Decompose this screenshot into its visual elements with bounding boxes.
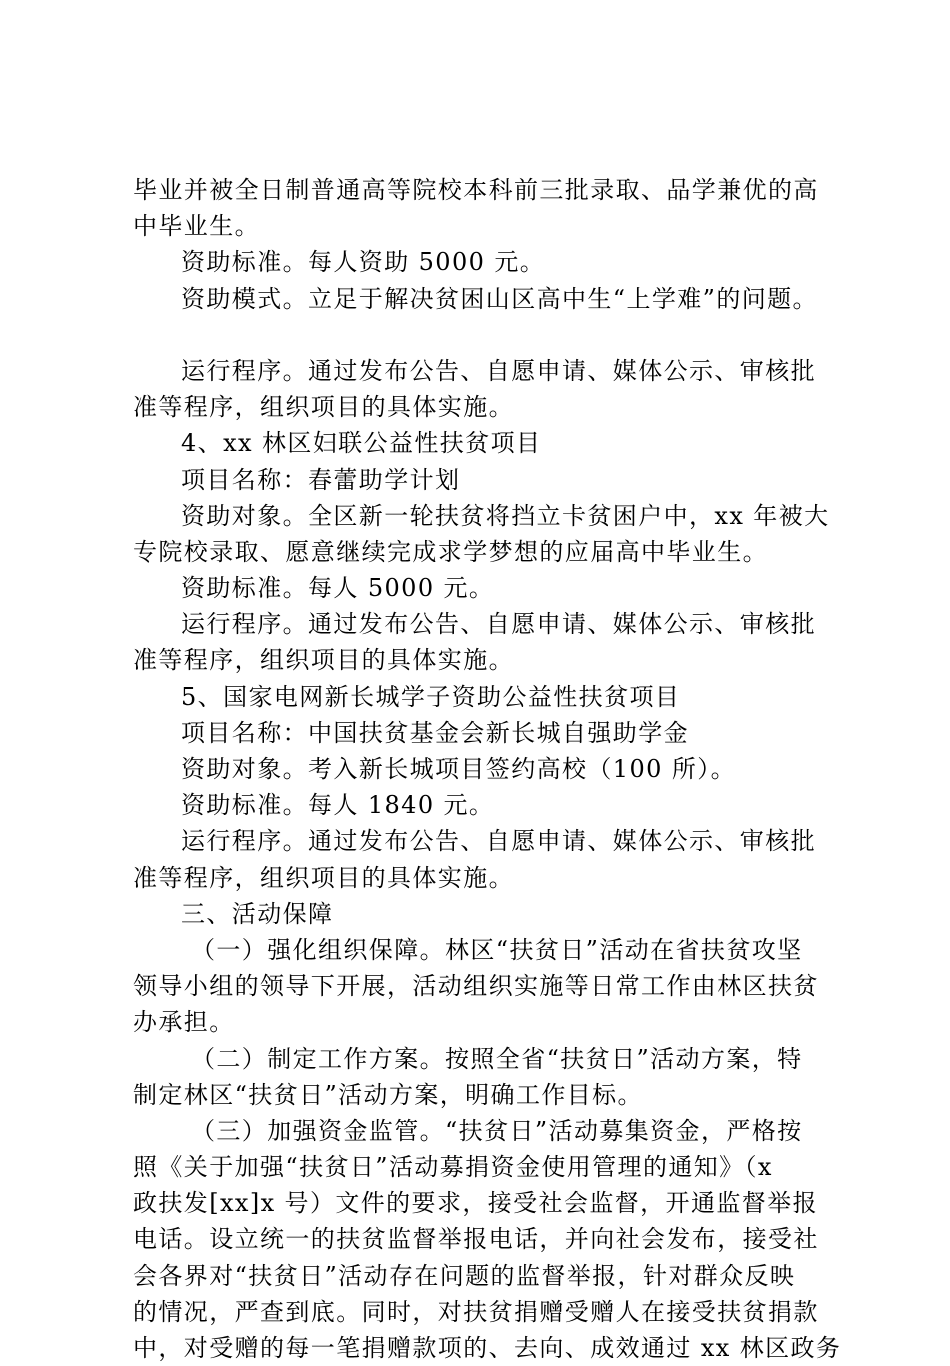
- paragraph-line: 电话。设立统一的扶贫监督举报电话，并向社会发布，接受社: [133, 1225, 819, 1254]
- paragraph-line: （三）加强资金监管。“扶贫日”活动募集资金，严格按: [191, 1116, 803, 1145]
- paragraph-line: 资助标准。每人资助 5000 元。: [181, 248, 546, 277]
- paragraph-line: 的情况，严查到底。同时，对扶贫捐赠受赠人在接受扶贫捐款: [133, 1297, 819, 1326]
- section-heading: 4、xx 林区妇联公益性扶贫项目: [181, 429, 542, 458]
- document-body: [133, 172, 842, 1366]
- paragraph-line: 制定林区“扶贫日”活动方案，明确工作目标。: [133, 1080, 643, 1109]
- section-heading: 5、国家电网新长城学子资助公益性扶贫项目: [181, 682, 681, 711]
- paragraph-line: 准等程序，组织项目的具体实施。: [133, 863, 514, 892]
- paragraph-line: 会各界对“扶贫日”活动存在问题的监督举报，针对群众反映: [133, 1261, 796, 1290]
- paragraph-line: 准等程序，组织项目的具体实施。: [133, 393, 514, 422]
- paragraph-line: 政扶发[xx]x 号）文件的要求，接受社会监督，开通监督举报: [133, 1189, 818, 1218]
- blank-line: [133, 317, 833, 353]
- paragraph-line: 准等程序，组织项目的具体实施。: [133, 646, 514, 675]
- paragraph-line: 专院校录取、愿意继续完成求学梦想的应届高中毕业生。: [133, 537, 768, 566]
- paragraph-line: 项目名称：春蕾助学计划: [181, 465, 461, 494]
- paragraph-line: 中，对受赠的每一笔捐赠款项的、去向、成效通过 xx 林区政务: [133, 1334, 842, 1362]
- section-heading: 三、活动保障: [181, 899, 334, 928]
- paragraph-line: （一）强化组织保障。林区“扶贫日”活动在省扶贫攻坚: [191, 935, 803, 964]
- paragraph-line: 领导小组的领导下开展，活动组织实施等日常工作由林区扶贫: [133, 972, 819, 1001]
- paragraph-line: （二）制定工作方案。按照全省“扶贫日”活动方案，特: [191, 1044, 803, 1073]
- paragraph-line: 资助对象。全区新一轮扶贫将挡立卡贫困户中，xx 年被大: [181, 501, 830, 530]
- paragraph-line: 资助标准。每人 1840 元。: [181, 791, 495, 820]
- paragraph-line: 毕业并被全日制普通高等院校本科前三批录取、品学兼优的高: [133, 176, 819, 204]
- paragraph-line: 办承担。: [133, 1008, 235, 1037]
- paragraph-line: 运行程序。通过发布公告、自愿申请、媒体公示、审核批: [181, 356, 816, 385]
- paragraph-line: 照《关于加强“扶贫日”活动募捐资金使用管理的通知》（x: [133, 1153, 773, 1182]
- paragraph-line: 运行程序。通过发布公告、自愿申请、媒体公示、审核批: [181, 610, 816, 639]
- paragraph-line: 中毕业生。: [133, 212, 260, 241]
- paragraph-line: 运行程序。通过发布公告、自愿申请、媒体公示、审核批: [181, 827, 816, 856]
- paragraph-line: 项目名称：中国扶贫基金会新长城自强助学金: [181, 718, 689, 747]
- paragraph-line: 资助标准。每人 5000 元。: [181, 574, 495, 603]
- paragraph-line: 资助模式。立足于解决贫困山区高中生“上学难”的问题。: [181, 284, 818, 313]
- paragraph-line: 资助对象。考入新长城项目签约高校（100 所）。: [181, 755, 737, 783]
